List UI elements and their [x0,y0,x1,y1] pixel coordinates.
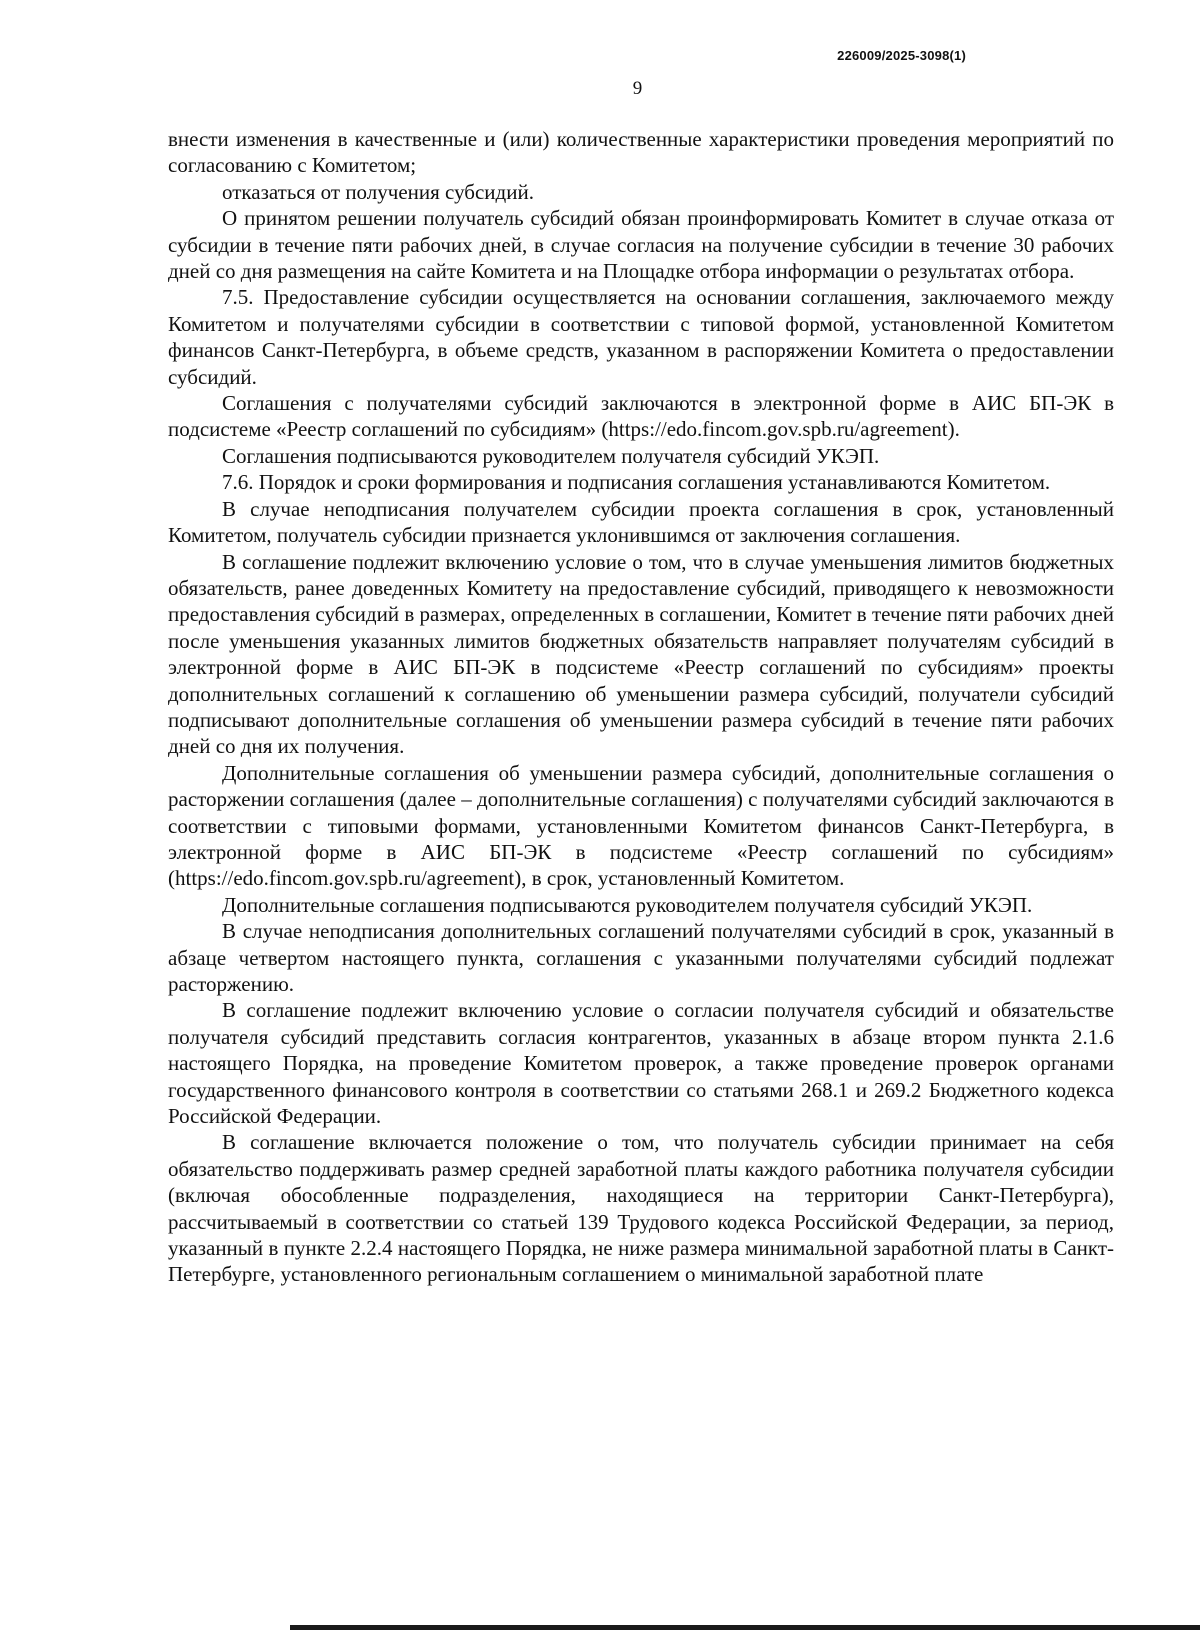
paragraph-clause-7-5: 7.5. Предоставление субсидии осуществляется на основании соглашения, заключаемого между Комитетом и получателями субсидии в соответствии с типовой формой, установленной Комитетом финансов Санкт-Петербурга, в объеме средств, указанном в распоряжении Комитета о предоставлении субсидий. [168,285,1114,389]
paragraph: О принятом решении получатель субсидий обязан проинформировать Комитет в случае отказа от субсидии в течение пяти рабочих дней, в случае согласия на получение субсидии в течение 30 рабочих дней со дня размещения на сайте Комитета и на Площадке отбора информации о результатах отбора. [168,206,1114,284]
paragraph: В соглашение подлежит включению условие о согласии получателя субсидий и обязательстве получателя субсидий представить согласия контрагентов, указанных в абзаце втором пункта 2.1.6 настоящего Порядка, на проведение Комитетом проверок, а также проведение проверок органами государственного финансового контроля в соответствии со статьями 268.1 и 269.2 Бюджетного кодекса Российской Федерации. [168,998,1114,1129]
paragraph: Дополнительные соглашения об уменьшении размера субсидий, дополнительные соглашения о расторжении соглашения (далее – дополнительные соглашения) с получателями субсидий заключаются в соответствии с типовыми формами, установленными Комитетом финансов Санкт-Петербурга, в электронной форме в АИС БП-ЭК в подсистеме «Реестр соглашений по субсидиям» (https://edo.fincom.gov.spb.ru/agreement), в срок, установленный Комитетом. [168,760,1114,891]
paragraph: Дополнительные соглашения подписываются руководителем получателя субсидий УКЭП. [222,892,1033,917]
paragraph-clause-7-6: 7.6. Порядок и сроки формирования и подписания соглашения устанавливаются Комитетом. [222,470,1051,495]
paragraph: отказаться от получения субсидий. [222,179,534,204]
paragraph: Соглашения подписываются руководителем получателя субсидий УКЭП. [222,443,880,468]
paragraph: внести изменения в качественные и (или) количественные характеристики проведения мероприятий по согласованию с Комитетом; [168,127,1114,178]
scan-edge-rule [290,1625,1200,1630]
document-body [168,126,1114,1288]
paragraph: В соглашение подлежит включению условие о том, что в случае уменьшения лимитов бюджетных обязательств, ранее доведенных Комитету на предоставление субсидий, приводящего к невозможности предоставления субсидий в размерах, определенных в соглашении, Комитет в течение пяти рабочих дней после уменьшения указанных лимитов бюджетных обязательств направляет получателям субсидий в электронной форме в АИС БП-ЭК в подсистеме «Реестр соглашений по субсидиям» проекты дополнительных соглашений к соглашению об уменьшении размера субсидий, получатели субсидий подписывают дополнительные соглашения об уменьшении размера субсидий в течение пяти рабочих дней со дня их получения. [168,549,1114,759]
paragraph: Соглашения с получателями субсидий заключаются в электронной форме в АИС БП-ЭК в подсистеме «Реестр соглашений по субсидиям» (https://edo.fincom.gov.spb.ru/agreement). [168,391,1114,442]
paragraph: В случае неподписания получателем субсидии проекта соглашения в срок, установленный Комитетом, получатель субсидии признается уклонившимся от заключения соглашения. [168,496,1114,548]
document-registration-number: 226009/2025-3098(1) [837,48,966,63]
page-number: 9 [632,78,643,99]
paragraph: В случае неподписания дополнительных соглашений получателями субсидий в срок, указанный в абзаце четвертом настоящего пункта, соглашения с указанными получателями субсидий подлежат расторжению. [168,919,1114,996]
paragraph: В соглашение включается положение о том, что получатель субсидии принимает на себя обязательство поддерживать размер средней заработной платы каждого работника получателя субсидии (включая обособленные подразделения, находящиеся на территории Санкт-Петербурга), рассчитываемый в соответствии со статьей 139 Трудового кодекса Российской Федерации, за период, указанный в пункте 2.2.4 настоящего Порядка, не ниже размера минимальной заработной платы в Санкт-Петербурге, установленного региональным соглашением о минимальной заработной плате [168,1130,1114,1287]
